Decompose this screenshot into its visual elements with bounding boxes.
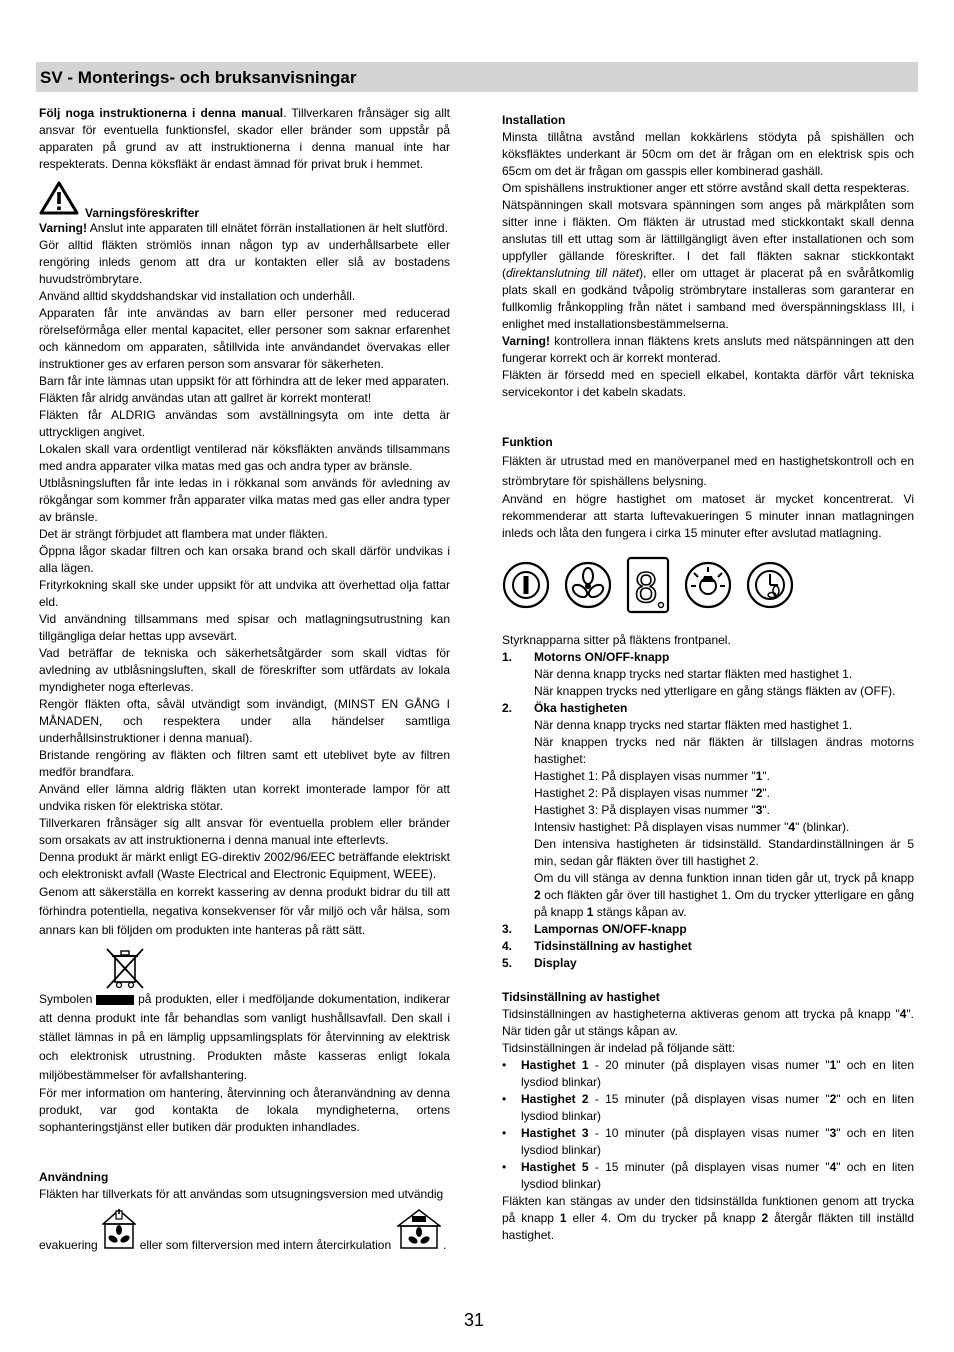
- installation-p5: Fläkten är försedd med en speciell elkabel, kontakta därför vårt tekniska servicekontor i det kabeln skadats.: [502, 368, 914, 399]
- item-2-line-4: [534, 870, 914, 921]
- item-2-line-3: Den intensiva hastigheten är tidsinställd. Standardinställningen är 5 min, sedan går fläkten över till hastighet 2.: [534, 837, 914, 868]
- bullet-dot: •: [502, 1058, 507, 1072]
- speed-4-a: Intensiv hastighet: På displayen visas nummer ": [534, 820, 789, 834]
- item-4: [502, 938, 914, 955]
- bullet-text-a: - 15 minuter (på displayen visas numer ": [588, 1092, 830, 1106]
- right-column: [502, 112, 914, 1244]
- timer-p1: [502, 1006, 914, 1040]
- house-fan-recirculation-icon: [397, 1209, 441, 1254]
- intro-bold: Följ noga instruktionerna i denna manual: [39, 106, 284, 120]
- symbol-paragraph: [39, 990, 450, 1085]
- final-e: återgår fläkten till inställd hastighet.: [502, 1211, 914, 1242]
- page-title: SV - Monterings- och bruksanvisningar: [40, 68, 357, 87]
- bullet-number: 2: [829, 1092, 837, 1106]
- warning-list-item: Barn får inte lämnas utan uppsikt för att förhindra att de leker med apparaten.: [39, 374, 450, 388]
- bullet-text-a: - 10 minuter (på displayen visas numer ": [588, 1126, 830, 1140]
- speed-3: [534, 802, 914, 819]
- item-2-title: Öka hastigheten: [534, 701, 628, 715]
- install-p3-b: ), eller om uttaget är placerat på en svåråtkomlig plats skall en godkänd tvåpolig strömbrytare installeras som garanterar en fullkomlig frånkoppling från nätet i samband med överspänningsklass III, i enlighet med installationsbestämmelserna.: [502, 266, 914, 331]
- bullet-number: 1: [829, 1058, 837, 1072]
- final-paragraph: [502, 1193, 914, 1244]
- speed-2-num: 2: [755, 786, 763, 800]
- display-digit: 8: [633, 565, 659, 612]
- bullet-text-b: " och en liten lysdiod blinkar): [521, 1058, 915, 1089]
- symbol-post-text: på produkten, eller i medföljande dokumentation, indikerar att denna produkt inte får behandlas som vanligt hushållsavfall. Den skall i stället lämnas in på en lämplig uppsamlingsplats för återvinning av elektrisk och elektronisk utrustning. Produkten måste kasseras enligt lokala miljöbestämmelser för avfallshantering.: [39, 992, 451, 1082]
- item-2-l4d: 1: [586, 905, 594, 919]
- bullet-text-a: - 15 minuter (på displayen visas numer ": [588, 1160, 830, 1174]
- install-warning-label: Varning!: [502, 334, 551, 348]
- bullet-number: 4: [829, 1160, 837, 1174]
- speed-3-a: Hastighet 3: På displayen visas nummer ": [534, 803, 756, 817]
- installation-p1: Minsta tillåtna avstånd mellan kokkärlens stödyta på spishällen och köksfläktes underkant är 50cm om det är frågan om en elektrisk spis och 65cm om det är frågan om gasspis eller kombinerad gashäll.: [502, 130, 914, 178]
- bullet-text-a: - 20 minuter (på displayen visas numer ": [588, 1058, 830, 1072]
- installation-p2: Om spishällens instruktioner anger ett större avstånd skall detta respekteras.: [502, 181, 910, 195]
- timer-bullet-item: [502, 1091, 914, 1125]
- bullet-text-b: " och en liten lysdiod blinkar): [521, 1160, 915, 1191]
- warning-list-item: Öppna lågor skadar filtren och kan orsaka brand och skall därför undvikas i alla lägen.: [39, 544, 450, 575]
- item-4-title: Tidsinställning av hastighet: [534, 939, 692, 953]
- symbol-pre-text: Symbolen: [39, 992, 93, 1006]
- item-1-number: 1.: [502, 650, 513, 664]
- item-2-l4a: Om du vill stänga av denna funktion innan tiden går ut, tryck på knapp: [534, 871, 914, 885]
- bullet-label: Hastighet 3: [521, 1126, 589, 1140]
- timer-p2: Tidsinställningen är indelad på följande sätt:: [502, 1041, 736, 1055]
- item-2-line-2: När knappen trycks ned när fläkten är tillslagen ändras motorns hastighet:: [534, 735, 914, 766]
- intro-paragraph: [39, 105, 450, 173]
- timer-bullet-item: [502, 1125, 914, 1159]
- house-fan-exhaust-icon: [102, 1209, 136, 1254]
- bullet-label: Hastighet 2: [521, 1092, 589, 1106]
- usage-text: Fläkten har tillverkats för att användas som utsugningsversion med utvändig: [39, 1187, 444, 1201]
- final-a: Fläkten kan stängas av under den tidsinställda funktionen genom att trycka på knapp: [502, 1194, 914, 1225]
- item-2-l4c: och fläkten går över till hastighet 1. Om du trycker ytterligare en gång på knapp: [534, 888, 914, 919]
- install-p3-italic: direktanslutning till nätet: [506, 266, 640, 280]
- warning-list-item: Vad beträffar de tekniska och säkerhetsåtgärder som skall vidtas för avledning av utblåsningsluften, skall de föreskrifter som utfärdats av lokala myndigheter noga efterlevas.: [39, 646, 450, 694]
- item-3: [502, 921, 914, 938]
- final-d: 2: [761, 1211, 769, 1225]
- function-p1: Fläkten är utrustad med en manöverpanel med en hastighetskontroll och en strömbrytare för spishällens belysning.: [502, 454, 914, 488]
- timer-heading: Tidsinställning av hastighet: [502, 990, 660, 1004]
- installation-heading: Installation: [502, 113, 566, 127]
- warning-list-item: Det är strängt förbjudet att flambera mat under fläkten.: [39, 527, 328, 541]
- warning-paragraph: [39, 220, 450, 237]
- bullet-dot: •: [502, 1160, 507, 1174]
- warnings-heading-row: [39, 181, 450, 220]
- warning-list-item: Gör alltid fläkten strömlös innan någon typ av underhållsarbete eller rengöring inleds genom att dra ur kontakten eller slå av bostadens huvudströmbrytare.: [39, 238, 450, 286]
- header-bar: [36, 62, 918, 92]
- usage-period: .: [443, 1238, 447, 1252]
- bullet-label: Hastighet 1: [521, 1058, 589, 1072]
- bullet-label: Hastighet 5: [521, 1160, 589, 1174]
- warning-text: Anslut inte apparaten till elnätet förrän installationen är helt slutförd.: [87, 221, 448, 235]
- speed-1-c: ".: [762, 769, 770, 783]
- warning-list-item: Bristande rengöring av fläkten och filtren samt ett uteblivet byte av filtren medför brandfara.: [39, 748, 450, 779]
- weee-row: [103, 946, 450, 990]
- final-c: eller 4. Om du trycker på knapp: [566, 1211, 762, 1225]
- usage-icons-line: [39, 1209, 450, 1254]
- item-1-title: Motorns ON/OFF-knapp: [534, 650, 670, 664]
- bullet-dot: •: [502, 1092, 507, 1106]
- item-3-title: Lampornas ON/OFF-knapp: [534, 922, 687, 936]
- bullet-text: [521, 1159, 914, 1193]
- item-2-l4e: stängs kåpan av.: [593, 905, 687, 919]
- more-info-paragraph: För mer information om hantering, återvinning och återanvändning av denna produkt, var god kontakta de lokala myndigheterna, ortens sophanteringstjänst eller butiken där produkten inhandlades.: [39, 1086, 450, 1134]
- warning-list-item: Utblåsningsluften får inte ledas in i rökkanal som används för avledning av rökgångar som kommer från apparater vilka matas med gas eller andra typer av bränsle.: [39, 476, 450, 524]
- warning-list-item: Fläkten får ALDRIG användas som avställningsyta om inte detta är uttryckligen angivet.: [39, 408, 450, 439]
- speed-2: [534, 785, 914, 802]
- function-heading: Funktion: [502, 435, 553, 449]
- warning-list-item: Lokalen skall vara ordentligt ventilerad när köksfläkten används tillsammans med andra apparater vilka matas med gas och andra typer av bränsle.: [39, 442, 450, 473]
- item-5-number: 5.: [502, 956, 513, 970]
- buttons-intro: Styrknapparna sitter på fläktens frontpanel.: [502, 633, 731, 647]
- bullet-number: 3: [829, 1126, 837, 1140]
- usage-evakuering: evakuering: [39, 1238, 98, 1252]
- timer-button-icon: [746, 561, 794, 614]
- timer-bullet-item: [502, 1159, 914, 1193]
- intro-text: . Tillverkaren frånsäger sig allt ansvar för eventuella funktionsfel, skador eller bränder som uppstår på apparaten på grund av att instruktionerna i denna manual inte har respekterats. Denna köksfläkt är endast ämnad för privat bruk i hemmet.: [39, 106, 450, 171]
- speed-2-c: ".: [762, 786, 770, 800]
- timer-bullet-item: [502, 1057, 914, 1091]
- item-5-title: Display: [534, 956, 577, 970]
- warning-list-item: Rengör fläkten ofta, såväl utvändigt som invändigt, (MINST EN GÅNG I MÅNADEN, och respektera under alla händelser samtliga underhållsinstruktioner i denna manual).: [39, 697, 450, 745]
- install-warning-text: kontrollera innan fläktens krets ansluts med nätspänningen att den fungerar korrekt och är korrekt monterad.: [502, 334, 914, 365]
- timer-p1a: Tidsinställningen av hastigheterna aktiveras genom att trycka på knapp ": [502, 1007, 900, 1021]
- warning-list-item: Apparaten får inte användas av barn eller personer med reducerad rörelseförmåga eller mental kapacitet, eller personer som saknar erfarenhet och kännedom om apparaten, såtillvida inte användandet övervakas eller instruktioner ges av erfaren person som ansvarar för säkerheten.: [39, 306, 450, 371]
- power-button-icon: [502, 561, 550, 614]
- warning-list-item: Fläkten får alridg användas utan att gallret är korrekt monterat!: [39, 391, 372, 405]
- installation-p3: [502, 197, 914, 333]
- warning-list-item: Denna produkt är märkt enligt EG-direktiv 2002/96/EEC beträffande elektriskt och elektroniskt avfall (Waste Electrical and Electronic Equipment, WEEE).: [39, 850, 450, 881]
- final-b: 1: [559, 1211, 567, 1225]
- function-p2: Använd en högre hastighet om matoset är mycket koncentrerat. Vi rekommenderar att starta luftevakueringen 5 minuter innan matlagningen inleds och låta den fungera i cirka 15 minuter efter avslutad matlagning.: [502, 492, 914, 540]
- item-2: [502, 700, 914, 717]
- warning-list-item: Tillverkaren frånsäger sig allt ansvar för eventuella problem eller bränder som orsakats av att instruktionerna i denna manual inte efterlevts.: [39, 816, 450, 847]
- warnings-heading: Varningsföreskrifter: [85, 206, 200, 220]
- warning-list-item: Frityrkokning skall ske under uppsikt för att undvika att överhettad olja fattar eld.: [39, 578, 450, 609]
- control-panel-icons: [502, 552, 914, 622]
- item-4-number: 4.: [502, 939, 513, 953]
- item-2-line-1: När denna knapp trycks ned startar fläkten med hastighet 1.: [534, 718, 853, 732]
- speed-3-c: ".: [762, 803, 770, 817]
- install-p3-a: Nätspänningen skall motsvara spänningen som anges på märkplåten som sitter inne i fläkten. Om fläkten är utrustad med stickkontakt skall denna anslutas till ett uttag som är lättillgängligt även efter installationen och som uppfyller gällande föreskrifter. I det fall fläkten saknar stickkontakt (: [502, 198, 914, 280]
- item-1-line-2: När knappen trycks ned ytterligare en gång stängs fläkten av (OFF).: [534, 684, 896, 698]
- installation-warning: [502, 333, 914, 367]
- item-2-l4b: 2: [534, 888, 541, 902]
- lamp-button-icon: [684, 561, 732, 614]
- warning-list-item: Använd eller lämna aldrig fläkten utan korrekt imonterade lampor för att undvika risken för elektriska stötar.: [39, 782, 450, 813]
- speed-2-a: Hastighet 2: På displayen visas nummer ": [534, 786, 756, 800]
- left-column: [39, 105, 450, 1254]
- speed-4-c: " (blinkar).: [795, 820, 850, 834]
- warning-label: Varning!: [39, 221, 88, 235]
- bullet-text: [521, 1057, 914, 1091]
- timer-p1c: ". När tiden går ut stängs kåpan av.: [502, 1007, 914, 1038]
- display-icon: [626, 556, 670, 619]
- warning-list-item: Vid användning tillsammans med spisar och matlagningsutrustning kan tillgängliga delar hettas upp avsevärt.: [39, 612, 450, 643]
- bullet-text: [521, 1125, 914, 1159]
- usage-filterversion: eller som filterversion med intern återcirkulation: [139, 1238, 392, 1252]
- item-3-number: 3.: [502, 922, 513, 936]
- timer-bullet-list: [502, 1057, 914, 1193]
- bullet-text: [521, 1091, 914, 1125]
- speed-1-num: 1: [755, 769, 763, 783]
- bullet-text-b: " och en liten lysdiod blinkar): [521, 1092, 915, 1123]
- bullet-text-b: " och en liten lysdiod blinkar): [521, 1126, 915, 1157]
- warning-list: [39, 237, 450, 940]
- fan-speed-button-icon: [564, 561, 612, 614]
- warning-list-item: Genom att säkerställa en korrekt kassering av denna produkt bidrar du till att förhindra potentiella, negativa konsekvenser för vår miljö och vår hälsa, som annars kan bli följden om produkten inte hanteras på rätt sätt.: [39, 885, 450, 937]
- usage-heading: Användning: [39, 1170, 109, 1184]
- timer-p1b: 4: [899, 1007, 907, 1021]
- page-number: 31: [464, 1310, 485, 1330]
- item-2-number: 2.: [502, 701, 513, 715]
- warning-triangle-icon: [39, 181, 79, 220]
- item-1: [502, 649, 914, 666]
- speed-1: [534, 768, 914, 785]
- black-bar-symbol: [96, 995, 134, 1005]
- speed-4-num: 4: [788, 820, 796, 834]
- bullet-dot: •: [502, 1126, 507, 1140]
- item-5: [502, 955, 914, 972]
- item-1-line-1: När denna knapp trycks ned startar fläkten med hastighet 1.: [534, 667, 853, 681]
- speed-3-num: 3: [755, 803, 763, 817]
- speed-1-a: Hastighet 1: På displayen visas nummer ": [534, 769, 756, 783]
- speed-4: [534, 819, 914, 836]
- warning-list-item: Använd alltid skyddshandskar vid installation och underhåll.: [39, 289, 356, 303]
